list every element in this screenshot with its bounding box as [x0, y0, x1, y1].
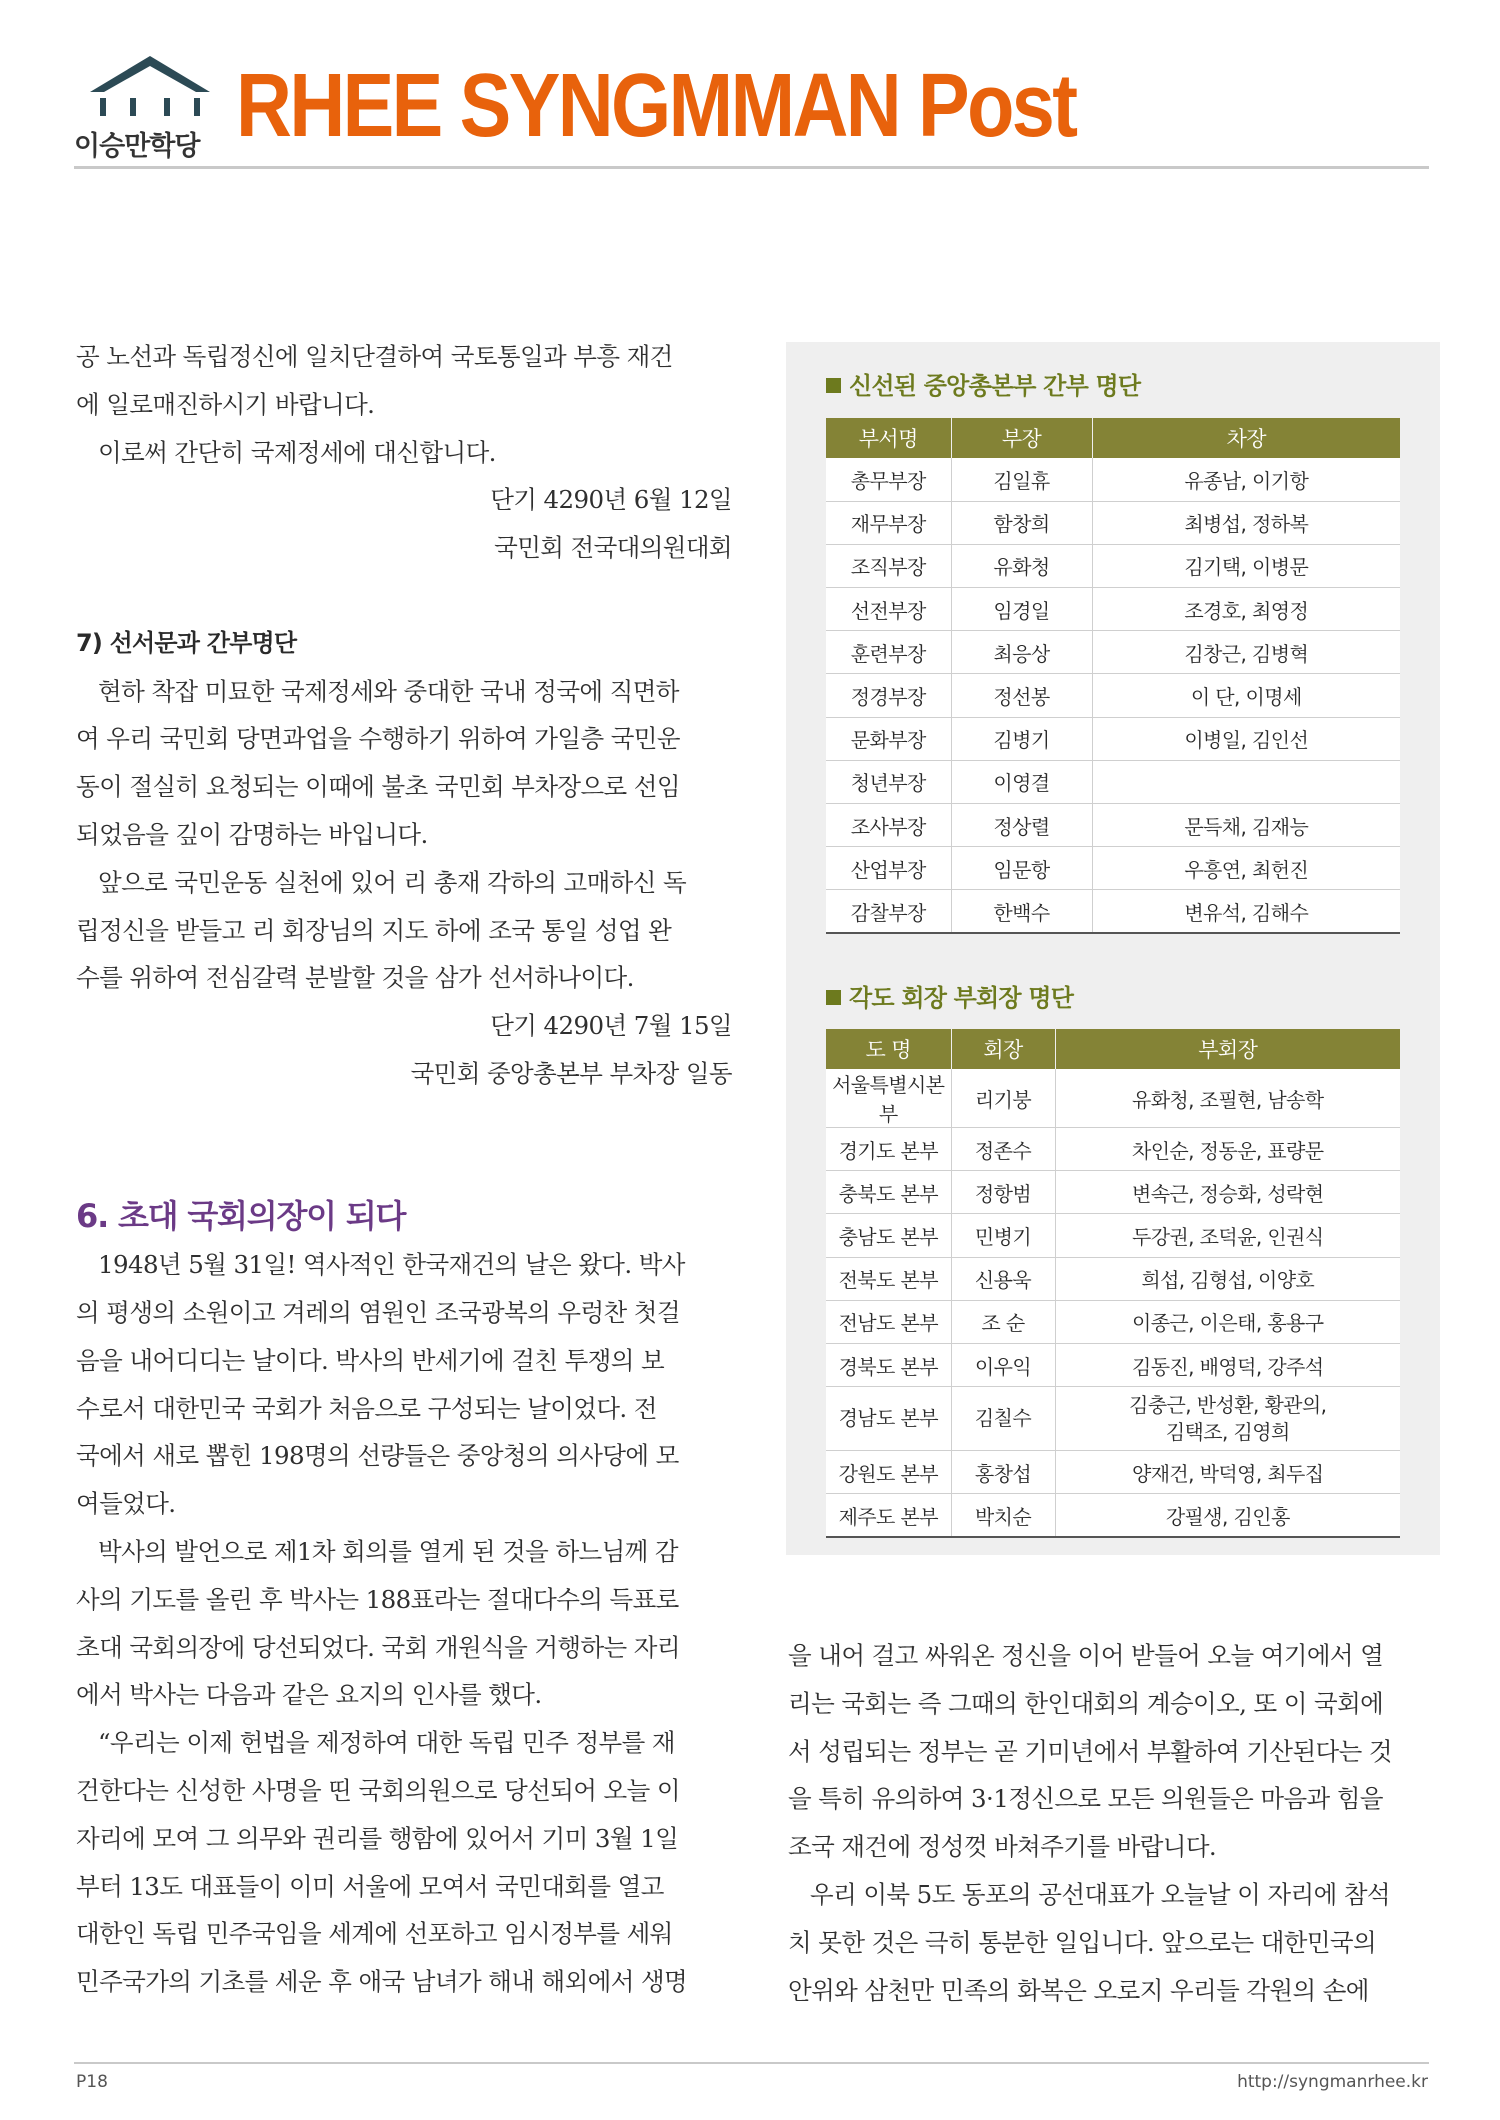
- text-line: 서 성립되는 정부는 곧 기미년에서 부활하여 기산된다는 것: [788, 1736, 1392, 1766]
- text-line: 을 특히 유의하여 3·1정신으로 모든 의원들은 마음과 힘을: [788, 1784, 1383, 1814]
- table-cell: 임문항: [951, 847, 1092, 890]
- header-divider: [74, 166, 1429, 169]
- table-cell: 김병기: [951, 717, 1092, 760]
- table-cell: 조직부장: [826, 544, 951, 587]
- table-cell: 홍창섭: [951, 1451, 1055, 1494]
- table-row: [826, 847, 1400, 890]
- table2-title-text: 각도 회장 부회장 명단: [849, 984, 1074, 1012]
- table-cell: 이종근, 이은태, 홍용구: [1055, 1300, 1400, 1343]
- table-row: [826, 674, 1400, 717]
- table-cell: 김기택, 이병문: [1092, 544, 1400, 587]
- table-cell: 경북도 본부: [826, 1343, 951, 1386]
- table-cell: 조사부장: [826, 804, 951, 847]
- text-line: 국민회 전국대의원대회: [494, 533, 732, 563]
- text-line: 공 노선과 독립정신에 일치단결하여 국토통일과 부흥 재건: [76, 342, 673, 371]
- table-cell: 민병기: [951, 1214, 1055, 1257]
- table-row: [826, 890, 1400, 933]
- text-line: 대한인 독립 민주국임을 세계에 선포하고 임시정부를 세워: [76, 1919, 673, 1949]
- table-cell: 정상렬: [951, 804, 1092, 847]
- table-cell: 김일휴: [951, 458, 1092, 501]
- text-line: 을 내어 걸고 싸워온 정신을 이어 받들어 오늘 여기에서 열: [788, 1641, 1384, 1670]
- text-line: 부터 13도 대표들이 이미 서울에 모여서 국민대회를 열고: [76, 1871, 664, 1901]
- table-row: [826, 1387, 1400, 1451]
- section-heading: 6. 초대 국회의장이 되다: [76, 1197, 406, 1236]
- column-header: 부장: [951, 418, 1092, 458]
- text-line: 안위와 삼천만 민족의 화복은 오로지 우리들 각원의 손에: [788, 1975, 1369, 2005]
- table-row: [826, 1494, 1400, 1537]
- page-header: [74, 48, 1429, 170]
- table-cell: 김창근, 김병혁: [1092, 631, 1400, 674]
- text-line: 1948년 5월 31일! 역사적인 한국재건의 날은 왔다. 박사: [98, 1250, 685, 1280]
- table-cell: 유종남, 이기항: [1092, 458, 1400, 501]
- table-cell: 경남도 본부: [826, 1387, 951, 1451]
- table-cell: 정항범: [951, 1171, 1055, 1214]
- table-cell: 이영결: [951, 760, 1092, 803]
- table-cell: 정경부장: [826, 674, 951, 717]
- text-line: 초대 국회의장에 당선되었다. 국회 개원식을 거행하는 자리: [76, 1632, 680, 1662]
- table-row: [826, 1128, 1400, 1171]
- text-line: 여 우리 국민회 당면과업을 수행하기 위하여 가일층 국민운: [76, 724, 680, 754]
- text-line: 이로써 간단히 국제정세에 대신합니다.: [98, 437, 496, 467]
- table-cell: 이 단, 이명세: [1092, 674, 1400, 717]
- sub-heading: 7) 선서문과 간부명단: [76, 628, 297, 657]
- table-cell: 차인순, 정동운, 표량문: [1055, 1128, 1400, 1171]
- footer-divider: [74, 2062, 1429, 2064]
- table-cell: 조경호, 최영정: [1092, 588, 1400, 631]
- table-cell: 충남도 본부: [826, 1214, 951, 1257]
- table-cell: 최병섭, 정하복: [1092, 501, 1400, 544]
- table-cell: 김동진, 배영덕, 강주석: [1055, 1343, 1400, 1386]
- table-row: [826, 1451, 1400, 1494]
- table-cell: 재무부장: [826, 501, 951, 544]
- table-cell: 훈련부장: [826, 631, 951, 674]
- table-cell: 정선봉: [951, 674, 1092, 717]
- left-column-text: [76, 333, 732, 2006]
- text-line: 사의 기도를 올린 후 박사는 188표라는 절대다수의 득표로: [76, 1584, 679, 1614]
- text-line: 건한다는 신성한 사명을 띤 국회의원으로 당선되어 오늘 이: [76, 1775, 680, 1805]
- text-line: 박사의 발언으로 제1차 회의를 열게 된 것을 하느님께 감: [98, 1536, 678, 1566]
- text-line: 에서 박사는 다음과 같은 요지의 인사를 했다.: [76, 1680, 542, 1710]
- text-line: 치 못한 것은 극히 통분한 일입니다. 앞으로는 대한민국의: [788, 1927, 1377, 1957]
- table-cell: 변속근, 정승화, 성락현: [1055, 1171, 1400, 1214]
- column-header: 부서명: [826, 418, 951, 458]
- column-header: 도 명: [826, 1029, 951, 1069]
- table-cell: 변유석, 김해수: [1092, 890, 1400, 933]
- text-line: 동이 절실히 요청되는 이때에 불초 국민회 부차장으로 선임: [76, 772, 680, 802]
- text-line: 수로서 대한민국 국회가 처음으로 구성되는 날이었다. 전: [76, 1393, 657, 1423]
- table2-title: [826, 978, 1073, 1013]
- table-cell: 강필생, 김인홍: [1055, 1494, 1400, 1537]
- table-cell: 정존수: [951, 1128, 1055, 1171]
- page-number: P18: [76, 2072, 108, 2092]
- table-cell: 양재건, 박덕영, 최두집: [1055, 1451, 1400, 1494]
- table-cell: 최응상: [951, 631, 1092, 674]
- text-line: [76, 1098, 732, 1146]
- text-line: [76, 1146, 732, 1194]
- provincial-chairs-table: [826, 1029, 1400, 1538]
- text-line: 단기 4290년 6월 12일: [490, 485, 732, 515]
- table-cell: 두강권, 조덕윤, 인권식: [1055, 1214, 1400, 1257]
- table-row: [826, 1257, 1400, 1300]
- table-row: [826, 501, 1400, 544]
- table-row: [826, 1300, 1400, 1343]
- table-cell: 김충근, 반성환, 황관의, 김택조, 김영희: [1055, 1387, 1400, 1451]
- table-cell: 이우익: [951, 1343, 1055, 1386]
- table-cell: 전북도 본부: [826, 1257, 951, 1300]
- table-cell: 박치순: [951, 1494, 1055, 1537]
- table-row: [826, 1069, 1400, 1128]
- table-cell: 서울특별시본부: [826, 1069, 951, 1128]
- table-cell: 신용욱: [951, 1257, 1055, 1300]
- text-line: 되었음을 깊이 감명하는 바입니다.: [76, 819, 428, 849]
- table-cell: 문득채, 김재능: [1092, 804, 1400, 847]
- text-line: [76, 572, 732, 620]
- text-line: 우리 이북 5도 동포의 공선대표가 오늘날 이 자리에 참석: [810, 1879, 1390, 1909]
- table-row: [826, 631, 1400, 674]
- central-headquarters-officers-table: [826, 418, 1400, 934]
- table-cell: 함창희: [951, 501, 1092, 544]
- text-line: 현하 착잡 미묘한 국제정세와 중대한 국내 정국에 직면하: [98, 676, 679, 706]
- table-row: [826, 1343, 1400, 1386]
- square-bullet-icon: [826, 990, 841, 1005]
- table-cell: 리기붕: [951, 1069, 1055, 1128]
- table-cell: 산업부장: [826, 847, 951, 890]
- table-cell: 유화청: [951, 544, 1092, 587]
- text-line: 여들었다.: [76, 1489, 176, 1519]
- publication-title: RHEE SYNGMMAN Post: [236, 56, 1076, 156]
- text-line: 자리에 모여 그 의무와 권리를 행함에 있어서 기미 3월 1일: [76, 1823, 679, 1853]
- table1-title: [826, 366, 1140, 401]
- table-row: [826, 458, 1400, 501]
- table-row: [826, 544, 1400, 587]
- text-line: 리는 국회는 즉 그때의 한인대회의 계승이오, 또 이 국회에: [788, 1688, 1384, 1718]
- table-cell: 한백수: [951, 890, 1092, 933]
- table-cell: 이병일, 김인선: [1092, 717, 1400, 760]
- table-cell: 우흥연, 최헌진: [1092, 847, 1400, 890]
- table-cell: 유화청, 조필현, 남송학: [1055, 1069, 1400, 1128]
- table-cell: 임경일: [951, 588, 1092, 631]
- text-line: 단기 4290년 7월 15일: [490, 1011, 732, 1041]
- text-line: 국에서 새로 뽑힌 198명의 선량들은 중앙청의 의사당에 모: [76, 1441, 679, 1471]
- roster-panel: [786, 342, 1440, 1555]
- table-cell: 강원도 본부: [826, 1451, 951, 1494]
- website-url: http://syngmanrhee.kr: [1237, 2072, 1428, 2092]
- square-bullet-icon: [826, 378, 841, 393]
- column-header: 차장: [1092, 418, 1400, 458]
- text-line: 의 평생의 소원이고 겨레의 염원인 조국광복의 우렁찬 첫걸: [76, 1297, 680, 1327]
- column-header: 회장: [951, 1029, 1055, 1069]
- table-cell: 제주도 본부: [826, 1494, 951, 1537]
- table1-title-text: 신선된 중앙총본부 간부 명단: [849, 372, 1141, 400]
- house-icon: [86, 54, 214, 122]
- text-line: 립정신을 받들고 리 회장님의 지도 하에 조국 통일 성업 완: [76, 915, 672, 945]
- table-cell: 충북도 본부: [826, 1171, 951, 1214]
- text-line: 국민회 중앙총본부 부차장 일동: [410, 1058, 732, 1088]
- table-row: [826, 717, 1400, 760]
- text-line: 앞으로 국민운동 실천에 있어 리 총재 각하의 고매하신 독: [98, 867, 687, 897]
- logo-text: 이승만학당: [74, 131, 200, 162]
- table-cell: 선전부장: [826, 588, 951, 631]
- text-line: 음을 내어디디는 날이다. 박사의 반세기에 걸친 투쟁의 보: [76, 1345, 665, 1375]
- text-line: 조국 재건에 정성껏 바쳐주기를 바랍니다.: [788, 1832, 1217, 1862]
- table-cell: 경기도 본부: [826, 1128, 951, 1171]
- text-line: 민주국가의 기초를 세운 후 애국 남녀가 해내 해외에서 생명: [76, 1967, 688, 1997]
- table-cell: 희섭, 김형섭, 이양호: [1055, 1257, 1400, 1300]
- table-cell: 청년부장: [826, 760, 951, 803]
- table-cell: 총무부장: [826, 458, 951, 501]
- table-cell: 전남도 본부: [826, 1300, 951, 1343]
- logo: [74, 54, 226, 162]
- table-cell: 문화부장: [826, 717, 951, 760]
- table-cell: [1092, 760, 1400, 803]
- table-row: [826, 1214, 1400, 1257]
- table-row: [826, 1171, 1400, 1214]
- table-row: [826, 760, 1400, 803]
- text-line: 수를 위하여 전심갈력 분발할 것을 삼가 선서하나이다.: [76, 963, 634, 993]
- table-cell: 조 순: [951, 1300, 1055, 1343]
- right-column-text: [788, 1632, 1440, 2014]
- text-line: “우리는 이제 헌법을 제정하여 대한 독립 민주 정부를 재: [98, 1728, 675, 1758]
- column-header: 부회장: [1055, 1029, 1400, 1069]
- text-line: 에 일로매진하시기 바랍니다.: [76, 389, 375, 419]
- table-cell: 감찰부장: [826, 890, 951, 933]
- table-row: [826, 588, 1400, 631]
- table-cell: 김칠수: [951, 1387, 1055, 1451]
- table-row: [826, 804, 1400, 847]
